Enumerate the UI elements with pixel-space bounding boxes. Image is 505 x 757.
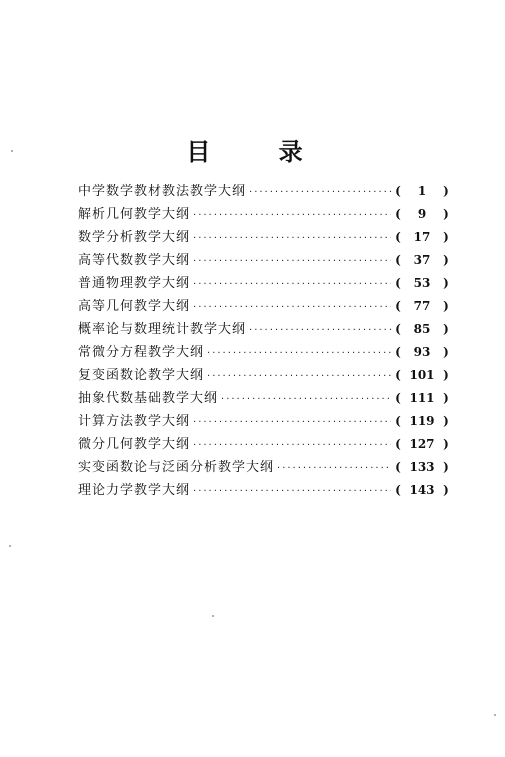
page-number-value: 1 — [417, 184, 427, 198]
toc-leader-dots — [249, 325, 391, 336]
page-number-value: 143 — [409, 483, 435, 497]
paren-open: ( — [395, 184, 401, 198]
paren-open: ( — [395, 230, 401, 244]
toc-page-number — [394, 483, 450, 497]
toc-page-number — [394, 460, 450, 474]
toc-entry-title: 概率论与数理统计教学大纲 — [78, 322, 247, 337]
toc-entry — [78, 387, 450, 410]
paren-close: ) — [443, 184, 449, 198]
toc-page-number — [394, 253, 450, 267]
page-number-value: 111 — [409, 391, 435, 405]
paren-close: ) — [443, 437, 449, 451]
toc-entry-title: 解析几何教学大纲 — [78, 207, 191, 222]
toc-leader-dots — [193, 302, 391, 313]
toc-entry-title: 常微分方程教学大纲 — [78, 345, 205, 360]
paren-close: ) — [443, 253, 449, 267]
toc-leader-dots — [193, 486, 391, 497]
toc-entry-title: 高等几何教学大纲 — [78, 299, 191, 314]
page-number-value: 9 — [417, 207, 427, 221]
paren-open: ( — [395, 437, 401, 451]
toc-entry-title: 微分几何教学大纲 — [78, 437, 191, 452]
toc-entry — [78, 295, 450, 318]
page-number-value: 133 — [409, 460, 435, 474]
paren-close: ) — [443, 483, 449, 497]
toc-page-number — [394, 414, 450, 428]
paren-open: ( — [395, 345, 401, 359]
toc-leader-dots — [193, 279, 391, 290]
toc-page-number — [394, 391, 450, 405]
paren-close: ) — [443, 368, 449, 382]
toc-entry-title: 普通物理教学大纲 — [78, 276, 191, 291]
toc-entry — [78, 249, 450, 272]
toc-entry-title: 中学数学教材教法教学大纲 — [78, 184, 247, 199]
toc-leader-dots — [193, 417, 391, 428]
paren-close: ) — [443, 299, 449, 313]
paren-open: ( — [395, 299, 401, 313]
toc-entry — [78, 364, 450, 387]
toc-entry — [78, 226, 450, 249]
paren-open: ( — [395, 391, 401, 405]
scan-speck — [9, 545, 11, 547]
toc-entry — [78, 272, 450, 295]
toc-entry — [78, 479, 450, 502]
toc-page-number — [394, 437, 450, 451]
paren-close: ) — [443, 460, 449, 474]
page-title: 目 录 — [186, 138, 333, 166]
paren-close: ) — [443, 322, 449, 336]
paren-close: ) — [443, 414, 449, 428]
toc-entry — [78, 456, 450, 479]
toc-entry-title: 抽象代数基础教学大纲 — [78, 391, 219, 406]
toc-entry-title: 复变函数论教学大纲 — [78, 368, 205, 383]
toc-page-number — [394, 207, 450, 221]
page-number-value: 77 — [413, 299, 431, 313]
toc-page-number — [394, 276, 450, 290]
paren-close: ) — [443, 345, 449, 359]
toc-leader-dots — [207, 371, 391, 382]
paren-close: ) — [443, 230, 449, 244]
toc-leader-dots — [193, 233, 391, 244]
toc-entry-title: 理论力学教学大纲 — [78, 483, 191, 498]
scan-speck — [11, 150, 13, 152]
toc-entry — [78, 203, 450, 226]
toc-leader-dots — [249, 187, 391, 198]
toc-leader-dots — [277, 463, 391, 474]
scan-speck — [212, 615, 214, 617]
table-of-contents — [78, 180, 450, 502]
page-number-value: 53 — [413, 276, 431, 290]
page-number-value: 85 — [413, 322, 431, 336]
toc-page-number — [394, 184, 450, 198]
toc-page-number — [394, 322, 450, 336]
paren-close: ) — [443, 276, 449, 290]
page-number-value: 119 — [409, 414, 435, 428]
paren-open: ( — [395, 253, 401, 267]
paren-open: ( — [395, 368, 401, 382]
paren-close: ) — [443, 207, 449, 221]
scan-speck — [494, 714, 496, 716]
paren-close: ) — [443, 391, 449, 405]
toc-leader-dots — [221, 394, 391, 405]
page-number-value: 17 — [413, 230, 431, 244]
toc-entry-title: 计算方法教学大纲 — [78, 414, 191, 429]
toc-page-number — [394, 230, 450, 244]
toc-entry — [78, 318, 450, 341]
toc-leader-dots — [193, 440, 391, 451]
paren-open: ( — [395, 460, 401, 474]
toc-leader-dots — [193, 210, 391, 221]
toc-entry — [78, 341, 450, 364]
paren-open: ( — [395, 276, 401, 290]
paren-open: ( — [395, 414, 401, 428]
toc-entry — [78, 180, 450, 203]
page-number-value: 101 — [409, 368, 435, 382]
toc-entry — [78, 410, 450, 433]
toc-entry — [78, 433, 450, 456]
toc-page-number — [394, 345, 450, 359]
paren-open: ( — [395, 322, 401, 336]
toc-entry-title: 高等代数教学大纲 — [78, 253, 191, 268]
toc-leader-dots — [207, 348, 391, 359]
page-number-value: 127 — [409, 437, 435, 451]
paren-open: ( — [395, 483, 401, 497]
toc-page-number — [394, 299, 450, 313]
toc-entry-title: 实变函数论与泛函分析教学大纲 — [78, 460, 275, 475]
toc-page-number — [394, 368, 450, 382]
page-number-value: 93 — [413, 345, 431, 359]
paren-open: ( — [395, 207, 401, 221]
page-number-value: 37 — [413, 253, 431, 267]
toc-leader-dots — [193, 256, 391, 267]
toc-entry-title: 数学分析教学大纲 — [78, 230, 191, 245]
